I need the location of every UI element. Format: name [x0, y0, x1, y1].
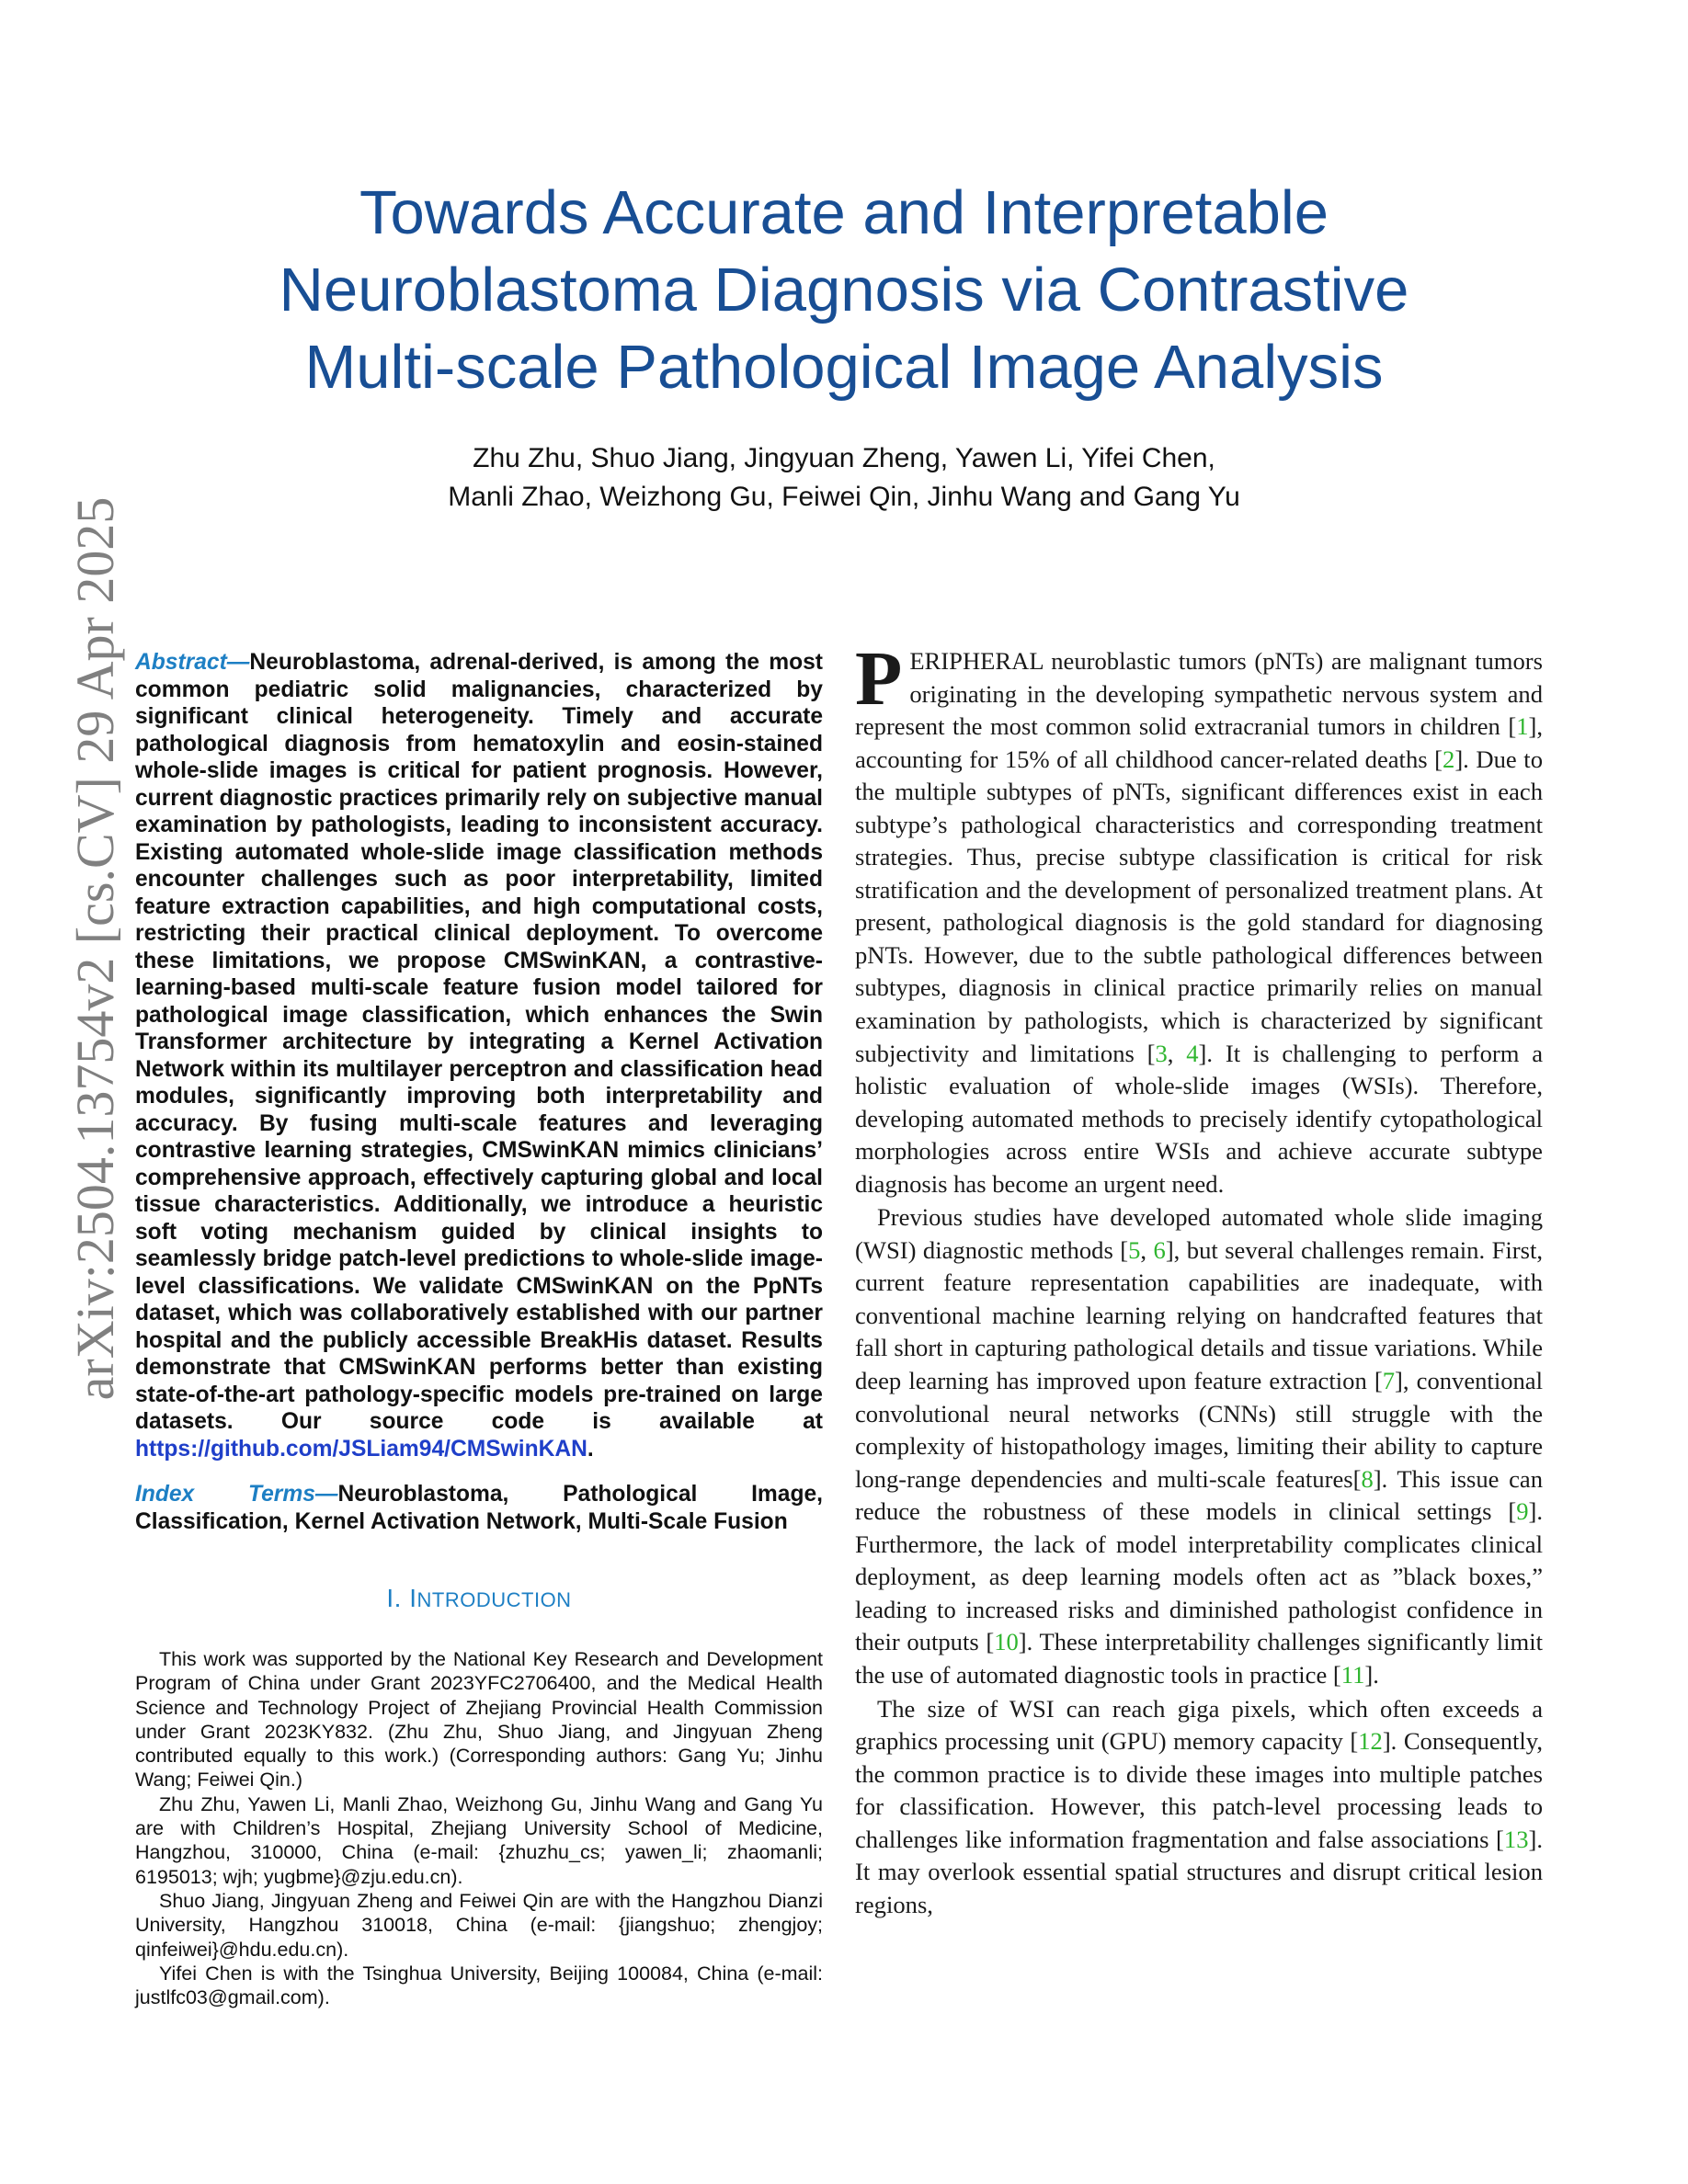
citation-link[interactable]: 2: [1443, 745, 1455, 773]
index-terms-text: Neuroblastoma, Pathological Image, Classification, Kernel Activation Network, Multi-Scale Fusion: [135, 1482, 823, 1534]
citation-link[interactable]: 7: [1382, 1367, 1396, 1395]
section-name: NTRODUCTION: [416, 1588, 572, 1611]
citation-link[interactable]: 4: [1186, 1039, 1199, 1067]
index-terms-label: Index Terms—: [135, 1482, 338, 1507]
source-code-link[interactable]: https://github.com/JSLiam94/CMSwinKAN: [135, 1436, 587, 1462]
abstract-text: Neuroblastoma, adrenal-derived, is among the most common pediatric solid malignancies, characterized by significant clinical heterogeneity. Timely and accurate pathological diagnosis from hematoxylin and eosin-stained whole-slide images is critical for patient prognosis. However, current diagnostic practices primarily rely on subjective manual examination by pathologists, leading to inconsistent accuracy. Existing automated whole-slide image classification methods encounter challenges such as poor interpretability, limited feature extraction capabilities, and high computational costs, restricting their practical clinical deployment. To overcome these limitations, we propose CMSwinKAN, a contrastive-learning-based multi-scale feature fusion model tailored for pathological image classification, which enhances the Swin Transformer architecture by integrating a Kernel Activation Network within its multilayer perceptron and classification head modules, significantly improving both interpretability and accuracy. By fusing multi-scale features and leveraging contrastive learning strategies, CMSwinKAN mimics clinicians’ comprehensive approach, effectively capturing global and local tissue characteristics. Additionally, we introduce a heuristic soft voting mechanism guided by clinical insights to seamlessly bridge patch-level predictions to whole-slide image-level classifications. We validate CMSwinKAN on the PpNTs dataset, which was collaboratively established with our partner hospital and the publicly accessible BreakHis dataset. Results demonstrate that CMSwinKAN performs better than existing state-of-the-art pathology-specific models pre-trained on large datasets. Our source code is available at: [135, 650, 823, 1434]
citation-link[interactable]: 11: [1340, 1660, 1365, 1689]
text-run: ].: [1364, 1660, 1379, 1689]
section-number: I.: [386, 1584, 402, 1612]
title-line: Towards Accurate and Interpretable: [359, 178, 1329, 247]
citation-link[interactable]: 6: [1153, 1235, 1166, 1264]
section-heading-introduction: [135, 1583, 823, 1616]
abstract: [135, 649, 823, 1462]
title-line: Neuroblastoma Diagnosis via Contrastive: [279, 256, 1409, 324]
text-run: ERIPHERAL neuroblastic tumors (pNTs) are malignant tumors originating in the developing sympathetic nervous system and represent the most common solid extracranial tumors in children [: [855, 647, 1543, 741]
intro-paragraph: [855, 1693, 1543, 1922]
citation-link[interactable]: 3: [1155, 1039, 1168, 1067]
text-run: ]. It is challenging to perform a holistic evaluation of whole-slide images (WSIs). Therefore, developing automated methods to precisely identify cytopathological morphologies across entire WSIs and achieve accurate subtype diagnosis has become an urgent need.: [855, 1039, 1544, 1198]
text-run: ], conventional convolutional neural networks (CNNs) still struggle with the complexity of histopathology images, limiting their ability to capture long-range dependencies and multi-scale features[: [855, 1367, 1543, 1493]
citation-link[interactable]: 5: [1128, 1235, 1141, 1264]
left-column: [135, 649, 823, 2009]
paper-title: [165, 175, 1523, 406]
citation-link[interactable]: 10: [994, 1628, 1019, 1656]
para-runs: [855, 1695, 1543, 1918]
text-run: The size of WSI can reach giga pixels, which often exceeds a graphics processing unit (GPU) memory capacity [: [855, 1694, 1543, 1756]
text-run: ]. These interpretability challenges significantly limit the use of automated diagnostic tools in practice [: [855, 1628, 1543, 1689]
intro-paragraph: [855, 636, 1544, 1200]
abstract-end: .: [587, 1436, 594, 1462]
footnote-funding: This work was supported by the National Key Research and Development Program of China under Grant 2023YFC2706400, and the Medical Health Science and Technology Project of Zhejiang Provincial Health Commission under Grant 2023KY832. (Zhu Zhu, Shuo Jiang, and Jingyuan Zheng contributed equally to this work.) (Corresponding authors: Gang Yu; Jinhu Wang; Feiwei Qin.): [135, 1648, 823, 1792]
para-runs: [855, 636, 1544, 1198]
text-run: ]. Consequently, the common practice is to divide these images into multiple patches for classification. However, this patch-level processing leads to challenges like information fragmentation and false associations [: [855, 1727, 1543, 1853]
index-terms: [135, 1481, 823, 1535]
text-run: ]. Furthermore, the lack of model interpretability complicates clinical deployment, as deep learning models often act as ”black boxes,” leading to increased risks and diminished pathologist confidence in their outputs [: [855, 1497, 1543, 1656]
text-run: ,: [1167, 1039, 1187, 1067]
author-line: Manli Zhao, Weizhong Gu, Feiwei Qin, Jinhu Wang and Gang Yu: [448, 482, 1240, 512]
citation-link[interactable]: 12: [1358, 1727, 1383, 1756]
author-list: [165, 439, 1523, 517]
citation-link[interactable]: 9: [1516, 1497, 1529, 1526]
text-run: ]. This issue can reduce the robustness of these models in clinical settings [: [855, 1464, 1544, 1526]
footnote-affiliation: Yifei Chen is with the Tsinghua University, Beijing 100084, China (e-mail: justlfc03@gmail.com).: [135, 1962, 823, 2009]
intro-body: [855, 636, 1544, 1921]
intro-paragraph: [855, 1201, 1543, 1691]
text-run: ]. It may overlook essential spatial structures and disrupt critical lesion regions,: [855, 1825, 1543, 1918]
title-line: Multi-scale Pathological Image Analysis: [304, 333, 1384, 402]
citation-link[interactable]: 13: [1503, 1825, 1529, 1853]
text-run: ], but several challenges remain. First, current feature representation capabilities are inadequate, with conventional machine learning relying on handcrafted features that fall short in capturing pathological details and tissue variations. While deep learning has improved upon feature extraction [: [855, 1235, 1544, 1395]
author-line: Zhu Zhu, Shuo Jiang, Jingyuan Zheng, Yawen Li, Yifei Chen,: [473, 443, 1215, 473]
footnote-affiliation: Shuo Jiang, Jingyuan Zheng and Feiwei Qin are with the Hangzhou Dianzi University, Hangzhou 310018, China (e-mail: {jiangshuo; zhengjoy; qinfeiwei}@hdu.edu.cn).: [135, 1889, 823, 1961]
section-initial: I: [409, 1584, 417, 1612]
citation-link[interactable]: 1: [1516, 712, 1529, 741]
text-run: Previous studies have developed automated whole slide imaging (WSI) diagnostic methods [: [855, 1203, 1543, 1264]
text-run: ], accounting for 15% of all childhood cancer-related deaths [: [855, 712, 1543, 773]
text-run: ,: [1140, 1235, 1154, 1264]
abstract-label: Abstract—: [135, 650, 250, 675]
para-runs: [855, 1203, 1543, 1689]
arxiv-stamp: arXiv:2504.13754v2 [cs.CV] 29 Apr 2025: [65, 496, 125, 1401]
footnotes: [135, 1647, 823, 2009]
drop-cap: P: [855, 636, 903, 722]
citation-link[interactable]: 8: [1361, 1464, 1374, 1493]
footnote-affiliation: Zhu Zhu, Yawen Li, Manli Zhao, Weizhong Gu, Jinhu Wang and Gang Yu are with Children’s Hospital, Zhejiang University School of Medicine, Hangzhou, 310000, China (e-mail: {zhuzhu_cs; yawen_li; zhaomanli; 6195013; wjh; yugbme}@zju.edu.cn).: [135, 1792, 823, 1888]
text-run: ]. Due to the multiple subtypes of pNTs, significant differences exist in each subtype’s pathological characteristics and corresponding treatment strategies. Thus, precise subtype classification is critical for risk stratification and the development of personalized treatment plans. At present, pathological diagnosis is the gold standard for diagnosing pNTs. However, due to the subtle pathological differences between subtypes, diagnosis in clinical practice primarily relies on manual examination by pathologists, which is characterized by significant subjectivity and limitations [: [855, 745, 1543, 1067]
